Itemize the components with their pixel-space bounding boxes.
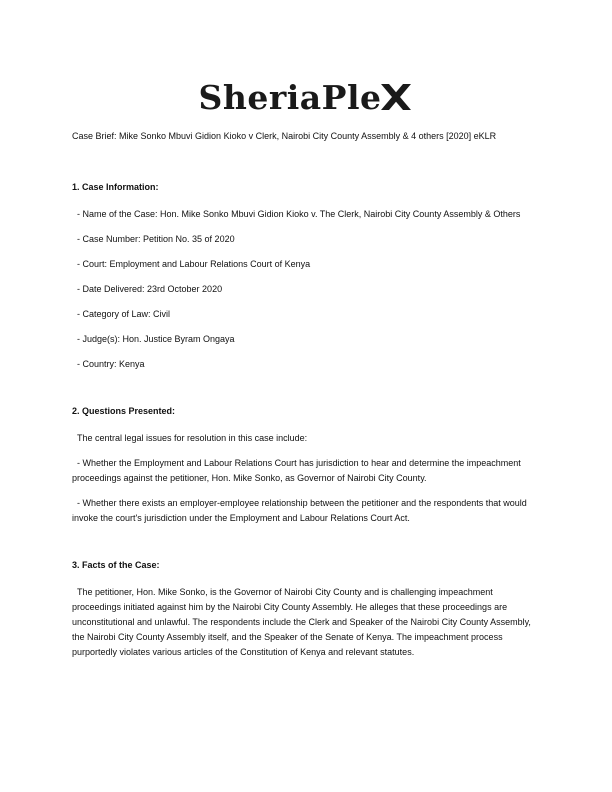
list-item: - Date Delivered: 23rd October 2020 — [77, 284, 223, 294]
section-facts — [72, 558, 542, 660]
list-item: - Category of Law: Civil — [77, 309, 171, 319]
list-item: - Court: Employment and Labour Relations Court of Kenya — [77, 259, 311, 269]
section-intro: The central legal issues for resolution in this case include: — [77, 433, 308, 443]
facts-body: The petitioner, Hon. Mike Sonko, is the Governor of Nairobi City County and is challenging impeachment proceedings initiated against him by the Nairobi City County Assembly. He alleges that these proceedings are unconstitutional and unlawful. The respondents include the Clerk and Speaker of the Nairobi City County Assembly, the Nairobi City County Assembly itself, and the Speaker of the Senate of Kenya. The impeachment process purportedly violates various articles of the Constitution of Kenya and relevant statutes. — [72, 587, 531, 657]
section-questions-presented — [72, 404, 542, 526]
list-item: - Country: Kenya — [77, 359, 145, 369]
list-item: - Whether the Employment and Labour Relations Court has jurisdiction to hear and determine the impeachment proceedings against the petitioner, Hon. Mike Sonko, as Governor of Nairobi City County. — [72, 458, 521, 483]
list-item: - Case Number: Petition No. 35 of 2020 — [77, 234, 235, 244]
section-heading: 1. Case Information: — [72, 182, 159, 192]
list-item: - Judge(s): Hon. Justice Byram Ongaya — [77, 334, 235, 344]
section-case-information — [72, 180, 542, 372]
case-brief-title: Case Brief: Mike Sonko Mbuvi Gidion Kioko v Clerk, Nairobi City County Assembly & 4 others [2020] eKLR — [72, 131, 497, 141]
sheriaplex-logo — [0, 78, 612, 122]
brief-content — [72, 180, 542, 670]
list-item: - Name of the Case: Hon. Mike Sonko Mbuvi Gidion Kioko v. The Clerk, Nairobi City County Assembly & Others — [77, 209, 521, 219]
x-mark-icon — [379, 82, 413, 112]
section-heading: 3. Facts of the Case: — [72, 560, 160, 570]
list-item: - Whether there exists an employer-employee relationship between the petitioner and the respondents that would invoke the court's jurisdiction under the Employment and Labour Relations Court Act. — [72, 498, 527, 523]
logo-wordmark: SheriaPle — [198, 78, 382, 117]
section-heading: 2. Questions Presented: — [72, 406, 176, 416]
